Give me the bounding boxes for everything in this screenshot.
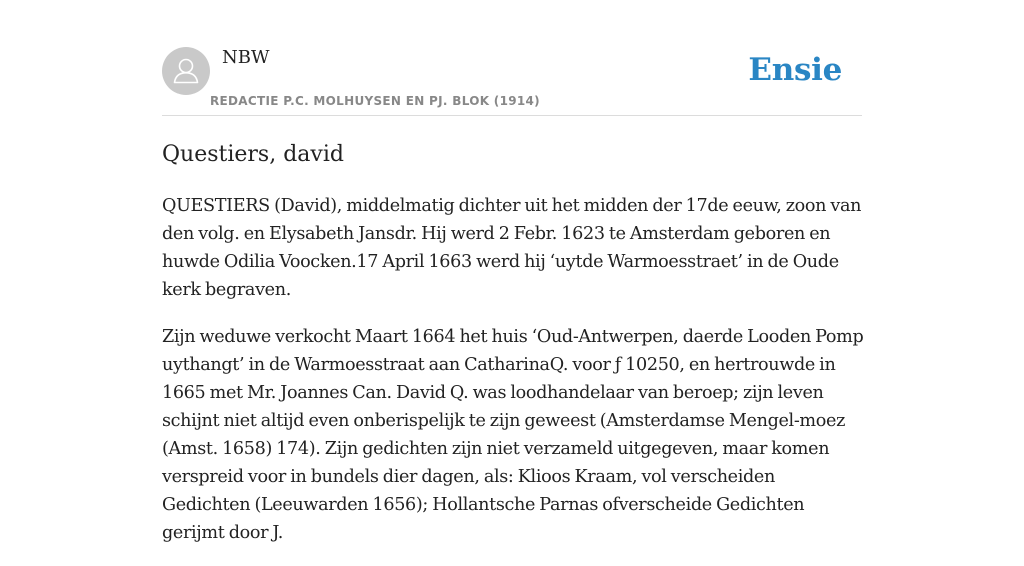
source-credit: REDACTIE P.C. MOLHUYSEN EN PJ. BLOK (1914) [210, 94, 540, 108]
source-name[interactable]: NBW [222, 47, 270, 68]
article-paragraph: Zijn weduwe verkocht Maart 1664 het huis ‘Oud-Antwerpen, daerde Looden Pomp uythangt’ in de Warmoesstraat aan CatharinaQ. voor ƒ 10250, en hertrouwde in 1665 met Mr. Joannes Can. David Q. was loodhandelaar van beroep; zijn leven schijnt niet altijd even onberispelijk te zijn geweest (Amsterdamse Mengel-moez (Amst. 1658) 174). Zijn gedichten zijn niet verzameld uitgegeven, maar komen verspreid voor in bundels dier dagen, als: Klioos Kraam, vol verscheiden Gedichten (Leeuwarden 1656); Hollantsche Parnas ofverscheide Gedichten gerijmt door J. [162, 327, 864, 543]
ensie-logo-link[interactable]: Ensie [748, 52, 842, 88]
source-header [162, 0, 862, 116]
article-paragraph: QUESTIERS (David), middelmatig dichter uit het midden der 17de eeuw, zoon van den volg. en Elysabeth Jansdr. Hij werd 2 Febr. 1623 te Amsterdam geboren en huwde Odilia Voocken.17 April 1663 werd hij ‘uytde Warmoesstraet’ in de Oude kerk begraven. [162, 196, 862, 300]
article-body [162, 192, 867, 566]
user-placeholder-icon [162, 47, 210, 95]
source-avatar[interactable] [162, 47, 210, 95]
article-title: Questiers, david [162, 142, 344, 167]
